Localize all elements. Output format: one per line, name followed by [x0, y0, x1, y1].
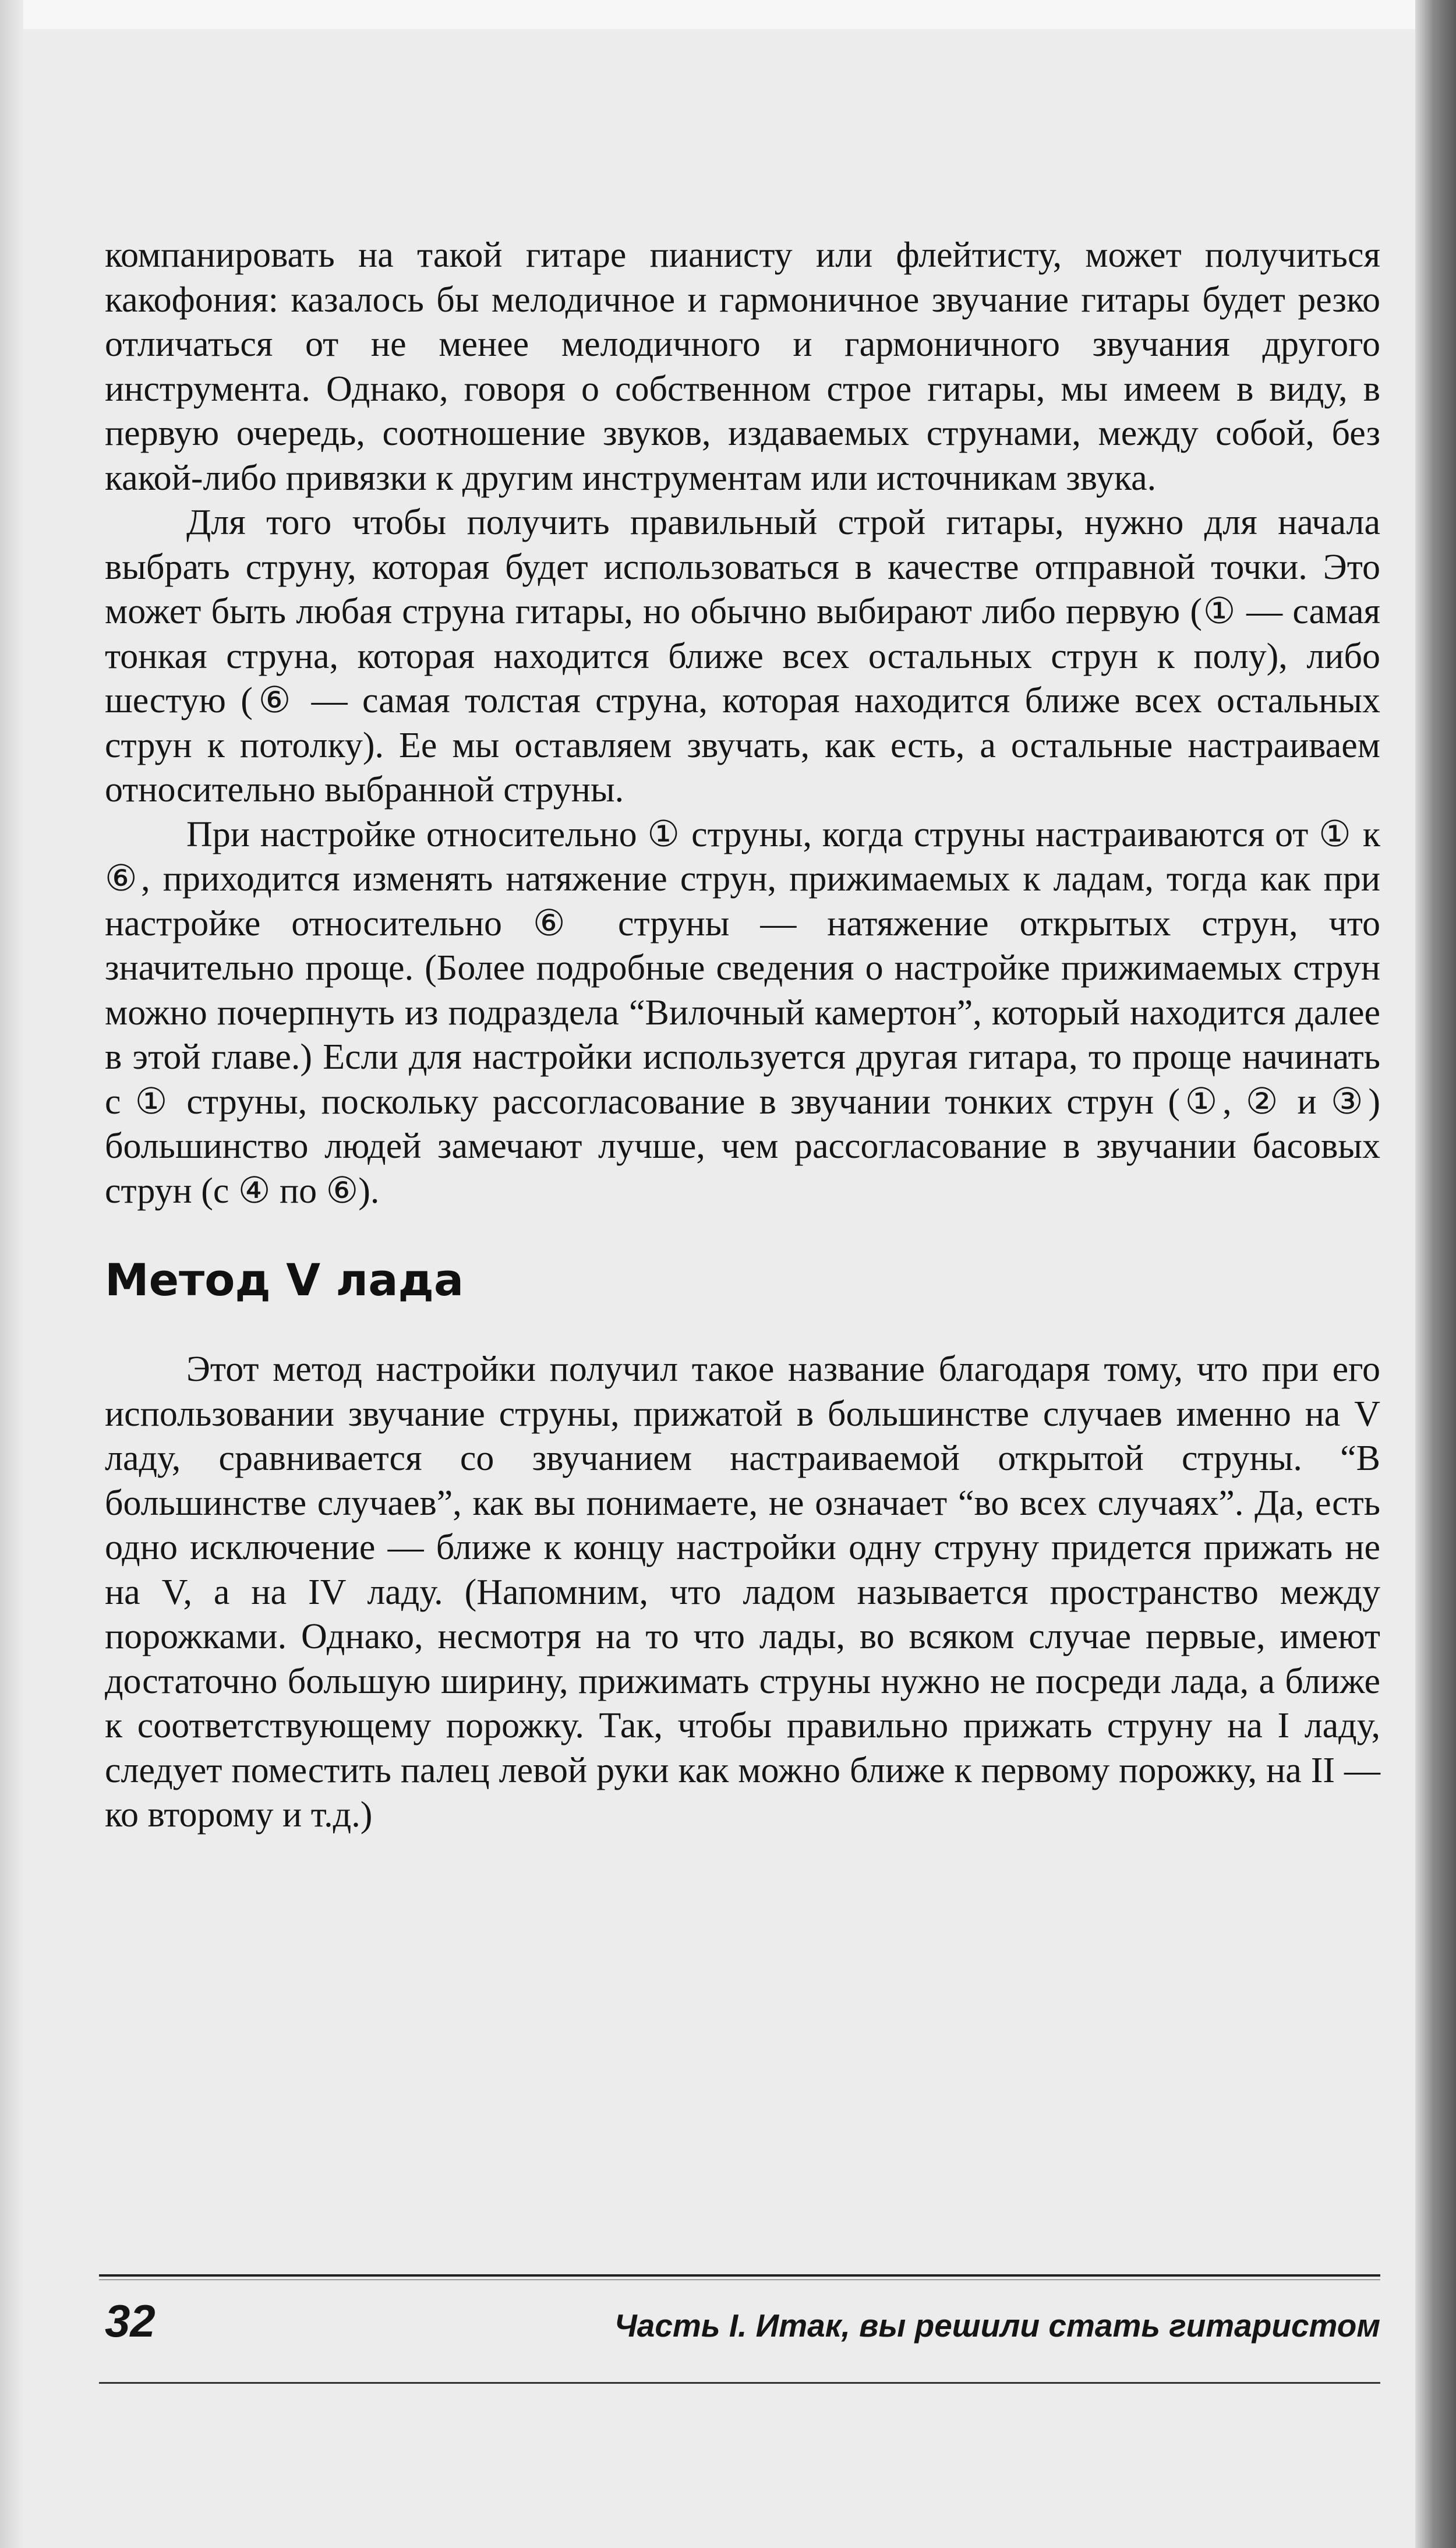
scan-margin-top: [0, 0, 1456, 29]
section-heading: Метод V лада: [105, 1254, 464, 1306]
paragraph-tuning-reference: Для того чтобы получить правильный строй гитары, нужно для начала выбрать струну, которая будет использоваться в качестве отправной точки. Это может быть любая струна гитары, но обычно выбирают либо первую (① — самая тонкая струна, которая находится ближе всех остальных струн к полу), либо шестую (⑥ — самая толстая струна, которая находится ближе всех остальных струн к потолку). Ее мы оставляем звучать, как есть, а остальные настраиваем относительно выбранной струны.: [105, 503, 1380, 810]
footer-rule-top: [99, 2274, 1380, 2280]
paragraph-continuation: компанировать на такой гитаре пианисту или флейтисту, может получиться какофония: казалось бы мелодичное и гармоничное звучание гитары будет резко отличаться от не менее мелодичного и гармоничного звучания другого инструмента. Однако, говоря о собственном строе гитары, мы имеем в виду, в первую очередь, соотношение звуков, издаваемых струнами, между собой, без какой-либо привязки к другим инструментам или источникам звука.: [105, 235, 1380, 498]
paragraph-tuning-direction: При настройке относительно ① струны, когда струны настраиваются от ① к ⑥, приходится изменять натяжение струн, прижимаемых к ладам, тогда как при настройке относительно ⑥ струны — натяжение открытых струн, что значительно проще. (Более подробные сведения о настройке прижимаемых струн можно почерпнуть из подраздела “Вилочный камертон”, который находится далее в этой главе.) Если для настройки используется другая гитара, то проще начинать с ① струны, поскольку рассогласование в звучании тонких струн (①, ② и ③) большинство людей замечают лучше, чем рассогласование в звучании басовых струн (с ④ по ⑥).: [105, 814, 1380, 1211]
page-number: 32: [105, 2295, 156, 2346]
scan-edge-left: [0, 0, 23, 2548]
page-footer: [99, 2292, 1380, 2356]
scan-edge-right: [1415, 0, 1456, 2548]
paragraph-method-description: Этот метод настройки получил такое название благодаря тому, что при его использовании звучание струны, прижатой в большинстве случаев именно на V ладу, сравнивается со звучанием настраиваемой открытой струны. “В большинстве случаев”, как вы понимаете, не означает “во всех случаях”. Да, есть одно исключение — ближе к концу настройки одну струну придется прижать не на V, а на IV ладу. (Напомним, что ладом называется пространство между порожками. Однако, несмотря на то что лады, во всяком случае первые, имеют достаточно большую ширину, прижимать струны нужно не посреди лада, а ближе к соответствующему порожку. Так, чтобы правильно прижать струну на I ладу, следует поместить палец левой руки как можно ближе к первому порожку, на II — ко второму и т.д.): [105, 1349, 1380, 1835]
footer-rule-bottom: [99, 2382, 1380, 2384]
section-fifth-fret-method: [105, 1254, 1380, 1837]
page-body: [105, 233, 1380, 1837]
running-head: Часть I. Итак, вы решили стать гитаристом: [614, 2307, 1380, 2344]
